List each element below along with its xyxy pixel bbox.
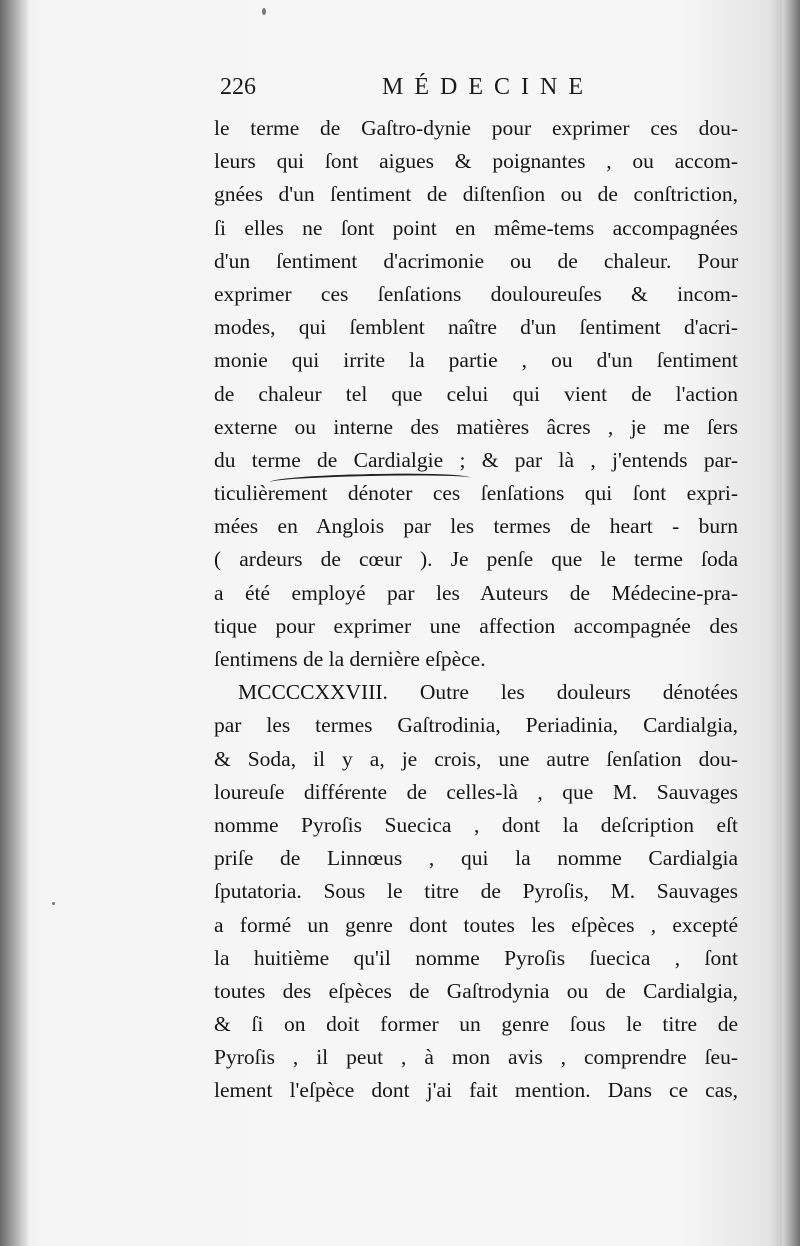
text-line: ( ardeurs de cœur ). Je penſe que le terme ſoda [214,547,738,572]
page-number: 226 [220,74,256,100]
body-text [214,112,738,1108]
text-line: ſentimens de la dernière eſpèce. [214,647,486,671]
text-line: tique pour exprimer une affection accompagnée des [214,613,738,638]
text-line: ſi elles ne ſont point en même-tems accompagnées [214,215,738,240]
text-line: gnées d'un ſentiment de diſtenſion ou de conſtriction, [214,182,738,207]
text-line: modes, qui ſemblent naître d'un ſentiment d'acri- [214,315,738,340]
text-line: d'un ſentiment d'acrimonie ou de chaleur. Pour [214,248,738,273]
text-line: la huitième qu'il nomme Pyroſis ſuecica , ſont [214,945,738,970]
paragraph-start-line: MCCCCXXVIII. Outre les douleurs dénotées [238,680,738,705]
text-line: du terme de Cardialgie ; & par là , j'entends par- [214,447,738,472]
text-line: toutes des eſpèces de Gaſtrodynia ou de Cardialgia, [214,978,738,1003]
ink-speck [52,902,55,905]
text-line: mées en Anglois par les termes de heart - burn [214,514,738,539]
text-line: ticulièrement dénoter ces ſenſations qui ſont expri- [214,481,738,506]
text-line: Pyroſis , il peut , à mon avis , comprendre ſeu- [214,1045,738,1070]
text-line: ſputatoria. Sous le titre de Pyroſis, M. Sauvages [214,879,738,904]
text-line: lement l'eſpèce dont j'ai fait mention. Dans ce cas, [214,1078,738,1103]
text-line: priſe de Linnœus , qui la nomme Cardialgia [214,846,738,871]
text-line: nomme Pyroſis Suecica , dont la deſcription eſt [214,812,738,837]
text-line: & ſi on doit former un genre ſous le titre de [214,1012,738,1037]
text-line: par les termes Gaſtrodinia, Periadinia, Cardialgia, [214,713,738,738]
text-line: monie qui irrite la partie , ou d'un ſentiment [214,348,738,373]
text-line: & Soda, il y a, je crois, une autre ſenſation dou- [214,746,738,771]
page-right-edge [782,0,800,1246]
page-header [216,72,736,104]
text-line: le terme de Gaſtro-dynie pour exprimer ces dou- [214,116,738,140]
text-line: a été employé par les Auteurs de Médecine-pra- [214,580,738,605]
ink-speck [262,8,266,15]
page-binding-edge [0,0,28,1246]
text-line: a formé un genre dont toutes les eſpèces , excepté [214,912,738,937]
text-line: de chaleur tel que celui qui vient de l'action [214,381,738,406]
text-line: leurs qui ſont aigues & poignantes , ou accom- [214,149,738,174]
running-head: MÉDECINE [382,74,594,100]
text-line: externe ou interne des matières âcres , je me ſers [214,414,738,439]
text-line: loureuſe différente de celles-là , que M. Sauvages [214,779,738,804]
text-line: exprimer ces ſenſations douloureuſes & incom- [214,281,738,306]
